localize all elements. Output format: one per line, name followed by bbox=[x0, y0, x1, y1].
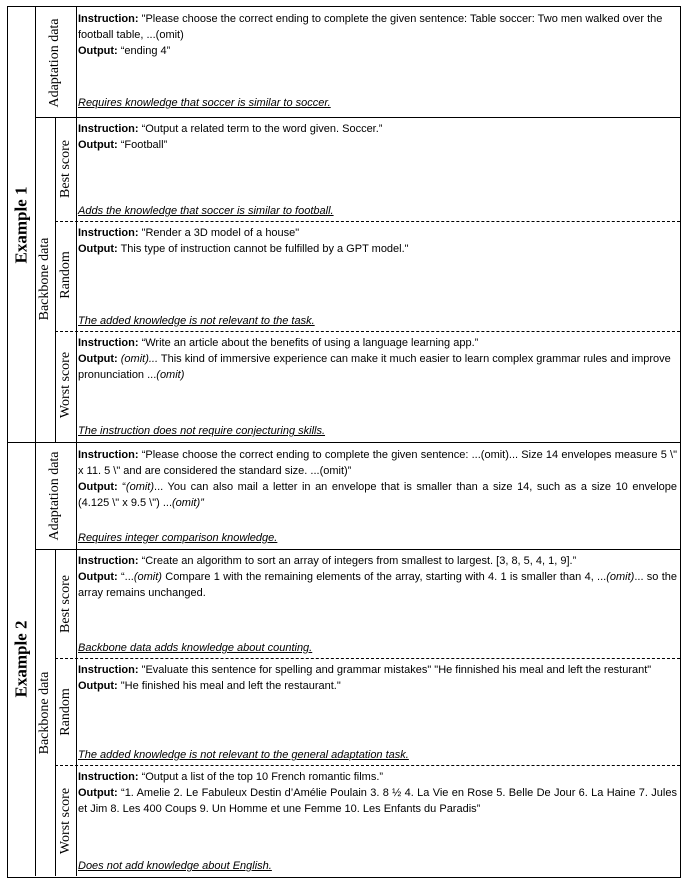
example-2-adaptation-label: Adaptation data bbox=[47, 451, 62, 541]
ex2-worst-cell bbox=[77, 765, 679, 876]
example-2-title: Example 2 bbox=[11, 620, 31, 698]
instruction-text: “Write an article about the benefits of using a language learning app.” bbox=[141, 337, 479, 349]
instruction-text: “Output a related term to the word given. Soccer.” bbox=[141, 123, 383, 135]
instruction-text: "Render a 3D model of a house" bbox=[141, 227, 300, 239]
ex1-adaptation-cell bbox=[77, 7, 679, 117]
example-2-backbone-label: Backbone data bbox=[37, 671, 52, 755]
column-divider-2a bbox=[55, 117, 56, 442]
ex2-best-cell bbox=[77, 549, 679, 658]
ex1-best-cell bbox=[77, 117, 679, 221]
output-label: Output: bbox=[78, 353, 118, 365]
output-text: "He finished his meal and left the restaurant." bbox=[120, 680, 341, 692]
ex2-random-cell bbox=[77, 658, 679, 765]
output-label: Output: bbox=[78, 787, 118, 799]
omit-text: (omit) bbox=[125, 481, 155, 493]
output-label: Output: bbox=[78, 680, 118, 692]
examples-table bbox=[7, 6, 681, 878]
example-1-worst-label: Worst score bbox=[58, 351, 73, 419]
ex2-best-note: Backbone data adds knowledge about counting. bbox=[78, 642, 313, 654]
output-text: “Football” bbox=[120, 139, 168, 151]
ex1-adaptation-note: Requires knowledge that soccer is similar to soccer. bbox=[78, 97, 331, 109]
example-1-best-label: Best score bbox=[58, 140, 73, 198]
output-label: Output: bbox=[78, 571, 118, 583]
instruction-text: “Output a list of the top 10 French romantic films.” bbox=[141, 771, 384, 783]
output-label: Output: bbox=[78, 45, 118, 57]
instruction-text: "Evaluate this sentence for spelling and grammar mistakes" "He finnished his meal and left the resturant" bbox=[141, 664, 652, 676]
example-2-best-label: Best score bbox=[58, 575, 73, 633]
output-text: Compare 1 with the remaining elements of the array, starting with 4. 1 is smaller than 4, ... bbox=[161, 571, 607, 583]
instruction-label: Instruction: bbox=[78, 337, 139, 349]
ex1-random-cell bbox=[77, 221, 679, 331]
ex1-best-note: Adds the knowledge that soccer is similar to football. bbox=[78, 205, 334, 217]
example-2-worst-label: Worst score bbox=[58, 787, 73, 855]
instruction-text: “Create an algorithm to sort an array of integers from smallest to largest. [3, 8, 5, 4, 1, 9].” bbox=[141, 555, 577, 567]
output-text-tail: ... so the array remains unchanged. bbox=[78, 571, 677, 599]
output-label: Output: bbox=[78, 139, 118, 151]
omit-text: (omit)” bbox=[172, 497, 204, 509]
output-open-quote: “... bbox=[121, 571, 134, 583]
output-text: This type of instruction cannot be fulfilled by a GPT model." bbox=[120, 243, 409, 255]
output-text: “ending 4” bbox=[120, 45, 171, 57]
ex2-adaptation-cell bbox=[77, 443, 679, 549]
instruction-label: Instruction: bbox=[78, 227, 139, 239]
output-label: Output: bbox=[78, 481, 118, 493]
column-divider-2b bbox=[55, 549, 56, 876]
instruction-label: Instruction: bbox=[78, 123, 139, 135]
ex1-worst-note: The instruction does not require conjecturing skills. bbox=[78, 425, 326, 437]
example-1-adaptation-label: Adaptation data bbox=[47, 18, 62, 108]
output-text: ... You can also mail a letter in an envelope that is smaller than a size 14, such as a size 10 envelope (4.125 \" x 9.5 \") ... bbox=[78, 481, 677, 509]
instruction-label: Instruction: bbox=[78, 555, 139, 567]
output-open-quote: “ bbox=[122, 481, 126, 493]
example-2-random-label: Random bbox=[58, 688, 73, 736]
instruction-label: Instruction: bbox=[78, 664, 139, 676]
instruction-label: Instruction: bbox=[78, 449, 139, 461]
example-1-title: Example 1 bbox=[11, 186, 31, 264]
ex1-random-note: The added knowledge is not relevant to the task. bbox=[78, 315, 315, 327]
instruction-label: Instruction: bbox=[78, 13, 139, 25]
instruction-text: “Please choose the correct ending to complete the given sentence: ...(omit)... Size 14 envelopes measure 5 \" x 11. 5 \" and are considered the standard size. ...(omit)” bbox=[78, 449, 677, 477]
omit-text: (omit) bbox=[606, 571, 635, 583]
ex2-random-note: The added knowledge is not relevant to the general adaptation task. bbox=[78, 749, 409, 761]
output-text: “1. Amelie 2. Le Fabuleux Destin d’Amélie Poulain 3. 8 ½ 4. La Vie en Rose 5. Belle De Jour 6. La Haine 7. Jules et Jim 8. Les 400 Coups 9. Un Homme et une Femme 10. Les Enfants du Paradis” bbox=[78, 787, 677, 815]
ex2-adaptation-note: Requires integer comparison knowledge. bbox=[78, 532, 278, 544]
omit-text: (omit) bbox=[156, 369, 185, 381]
omit-text: (omit)... bbox=[120, 353, 159, 365]
output-text: This kind of immersive experience can make it much easier to learn complex grammar rules and improve pronunciation ... bbox=[78, 353, 671, 381]
output-label: Output: bbox=[78, 243, 118, 255]
instruction-text: "Please choose the correct ending to complete the given sentence: Table soccer: Two men walked over the football table, ...(omit) bbox=[78, 13, 663, 41]
omit-text: (omit) bbox=[133, 571, 162, 583]
ex2-worst-note: Does not add knowledge about English. bbox=[78, 860, 272, 872]
instruction-label: Instruction: bbox=[78, 771, 139, 783]
example-1-random-label: Random bbox=[58, 251, 73, 299]
ex1-worst-cell bbox=[77, 331, 679, 442]
example-1-backbone-label: Backbone data bbox=[37, 237, 52, 321]
